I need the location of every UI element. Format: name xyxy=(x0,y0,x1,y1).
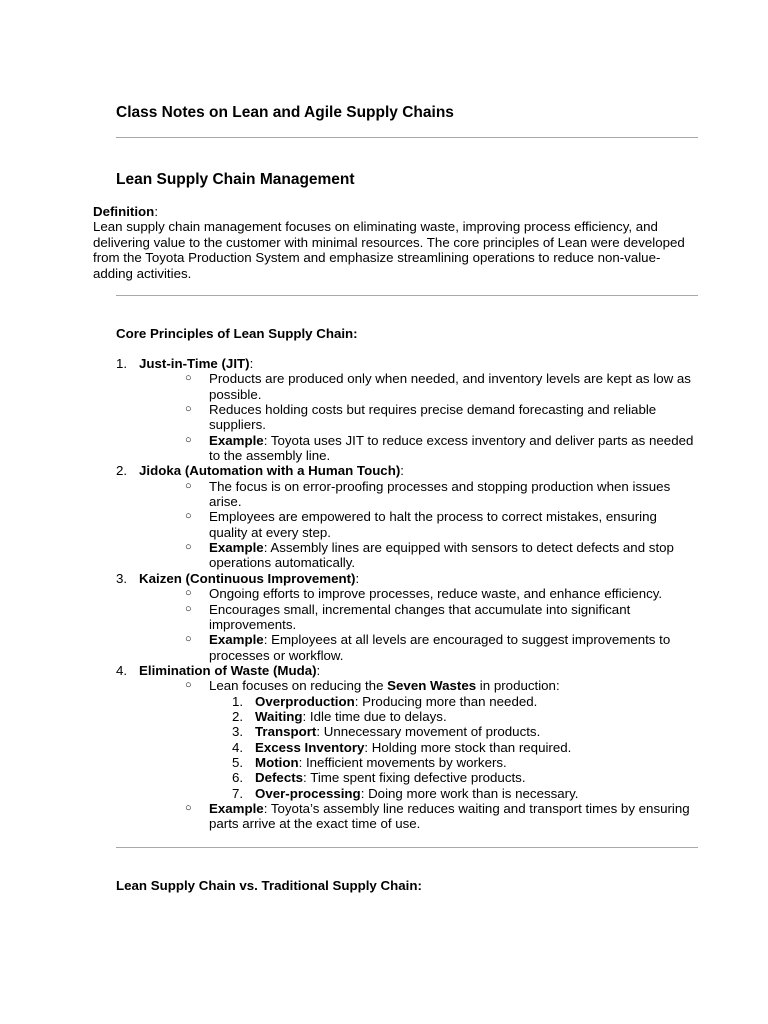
bullet-circle-icon: ○ xyxy=(185,587,192,600)
waste-name: Transport xyxy=(255,724,317,740)
bullet-body: : Employees at all levels are encouraged to suggest improvements to processes or workflow. xyxy=(209,632,671,663)
bullet-circle-icon: ○ xyxy=(185,679,192,692)
principle-title: Elimination of Waste (Muda) xyxy=(139,662,317,678)
waste-number: 6. xyxy=(232,770,244,786)
bullet-item xyxy=(139,632,696,663)
bullet-text xyxy=(209,371,696,402)
bullet-pre: Lean focuses on reducing the xyxy=(209,678,388,694)
waste-item xyxy=(139,786,696,801)
waste-desc: : Doing more work than is necessary. xyxy=(360,785,579,801)
waste-number: 5. xyxy=(232,754,244,770)
principles-list xyxy=(116,356,696,832)
bullet-text xyxy=(209,602,696,633)
waste-number: 4. xyxy=(232,739,244,755)
bullet-body: The focus is on error-proofing processes and stopping production when issues arise. xyxy=(209,478,671,510)
bullet-circle-icon: ○ xyxy=(185,372,192,385)
waste-item xyxy=(139,694,696,709)
document-title: Class Notes on Lean and Agile Supply Chains xyxy=(116,104,454,121)
waste-item xyxy=(139,740,696,755)
principle-heading xyxy=(139,663,696,678)
waste-number: 1. xyxy=(232,693,244,709)
bullet-body: : Toyota’s assembly line reduces waiting and transport times by ensuring parts arrive at the exact time of use. xyxy=(209,800,690,832)
bullet-item xyxy=(139,371,696,402)
bullet-circle-icon: ○ xyxy=(185,602,192,615)
divider xyxy=(116,137,698,138)
waste-desc: : Holding more stock than required. xyxy=(364,739,572,755)
waste-name: Overproduction xyxy=(255,693,355,709)
waste-desc: : Unnecessary movement of products. xyxy=(316,724,541,740)
waste-number: 7. xyxy=(232,785,244,801)
bullet-item xyxy=(139,402,696,433)
bullet-post: in production: xyxy=(476,678,560,694)
waste-name: Over-processing xyxy=(255,785,361,801)
principle-number: 4. xyxy=(116,662,128,678)
bullet-circle-icon: ○ xyxy=(185,801,192,814)
principle-title: Kaizen (Continuous Improvement) xyxy=(139,570,356,586)
principle-item xyxy=(116,571,696,663)
bullet-text xyxy=(209,632,696,663)
waste-number: 3. xyxy=(232,724,244,740)
example-label: Example xyxy=(209,540,264,556)
principle-heading xyxy=(139,463,696,478)
core-principles-heading: Core Principles of Lean Supply Chain: xyxy=(116,326,358,341)
principle-colon: : xyxy=(316,662,321,678)
principle-colon: : xyxy=(355,570,360,586)
principle-number: 3. xyxy=(116,570,128,586)
bullet-text xyxy=(209,509,696,540)
bullet-circle-icon: ○ xyxy=(185,433,192,446)
principle-item xyxy=(116,463,696,570)
bullet-text xyxy=(209,540,696,571)
divider xyxy=(116,295,698,296)
bullet-item xyxy=(139,602,696,633)
example-label: Example xyxy=(209,432,264,448)
bullet-item xyxy=(139,801,696,832)
waste-text xyxy=(255,786,696,801)
definition-colon: : xyxy=(154,204,159,219)
waste-name: Excess Inventory xyxy=(255,739,365,755)
waste-text xyxy=(255,755,696,770)
example-label: Example xyxy=(209,800,264,816)
principle-colon: : xyxy=(249,356,254,371)
bullet-item xyxy=(139,479,696,510)
principle-number: 1. xyxy=(116,356,128,371)
divider xyxy=(116,847,698,848)
waste-name: Motion xyxy=(255,754,299,770)
principle-title: Just-in-Time (JIT) xyxy=(139,356,250,371)
bullet-bold: Seven Wastes xyxy=(387,678,477,694)
bullet-item xyxy=(139,509,696,540)
bullet-body: Products are produced only when needed, and inventory levels are kept as low as possible. xyxy=(209,371,691,402)
bullet-text xyxy=(209,402,696,433)
waste-desc: : Inefficient movements by workers. xyxy=(298,754,507,770)
bullet-circle-icon: ○ xyxy=(185,403,192,416)
comparison-heading: Lean Supply Chain vs. Traditional Supply Chain: xyxy=(116,878,422,893)
waste-item xyxy=(139,709,696,724)
waste-desc: : Idle time due to delays. xyxy=(302,708,447,724)
bullet-circle-icon: ○ xyxy=(185,479,192,492)
bullet-body: Employees are empowered to halt the process to correct mistakes, ensuring quality at every step. xyxy=(209,509,657,540)
bullet-text xyxy=(209,433,696,464)
waste-item xyxy=(139,770,696,785)
bullet-item xyxy=(139,678,696,693)
principle-heading xyxy=(139,356,696,371)
waste-text xyxy=(255,770,696,785)
bullet-text xyxy=(209,678,696,693)
principle-colon: : xyxy=(400,463,404,479)
bullet-body: : Assembly lines are equipped with sensors to detect defects and stop operations automatically. xyxy=(209,540,674,571)
definition-heading xyxy=(93,204,693,219)
bullet-circle-icon: ○ xyxy=(185,633,192,646)
example-label: Example xyxy=(209,632,264,648)
waste-desc: : Producing more than needed. xyxy=(354,693,538,709)
bullet-body: Reduces holding costs but requires precise demand forecasting and reliable suppliers. xyxy=(209,402,657,433)
section-title: Lean Supply Chain Management xyxy=(116,171,355,188)
waste-text xyxy=(255,694,696,709)
waste-name: Defects xyxy=(255,770,304,786)
waste-name: Waiting xyxy=(255,708,303,724)
bullet-text xyxy=(209,801,696,832)
waste-number: 2. xyxy=(232,708,244,724)
definition-text: Lean supply chain management focuses on eliminating waste, improving process efficiency, and delivering value to the customer with minimal resources. The core principles of Lean were developed from the Toyota Production System and emphasize streamlining operations to reduce non-value-adding activities. xyxy=(93,219,685,281)
bullet-item xyxy=(139,540,696,571)
principle-item xyxy=(116,356,696,463)
principle-heading xyxy=(139,571,696,586)
definition-block xyxy=(93,204,693,281)
bullet-circle-icon: ○ xyxy=(185,510,192,523)
waste-text xyxy=(255,724,696,739)
principle-item xyxy=(116,663,696,832)
waste-item xyxy=(139,724,696,739)
bullet-text xyxy=(209,479,696,510)
bullet-item xyxy=(139,586,696,601)
waste-item xyxy=(139,755,696,770)
principle-number: 2. xyxy=(116,463,128,479)
waste-text xyxy=(255,740,696,755)
bullet-circle-icon: ○ xyxy=(185,541,192,554)
bullet-body: : Toyota uses JIT to reduce excess inventory and deliver parts as needed to the assembly line. xyxy=(209,432,694,464)
bullet-text xyxy=(209,586,696,601)
bullet-body: Ongoing efforts to improve processes, reduce waste, and enhance efficiency. xyxy=(209,586,663,602)
waste-text xyxy=(255,709,696,724)
waste-desc: : Time spent fixing defective products. xyxy=(303,770,526,786)
bullet-body: Encourages small, incremental changes that accumulate into significant improvements. xyxy=(209,601,631,632)
definition-label: Definition xyxy=(93,204,155,219)
principle-title: Jidoka (Automation with a Human Touch) xyxy=(139,463,401,479)
bullet-item xyxy=(139,433,696,464)
